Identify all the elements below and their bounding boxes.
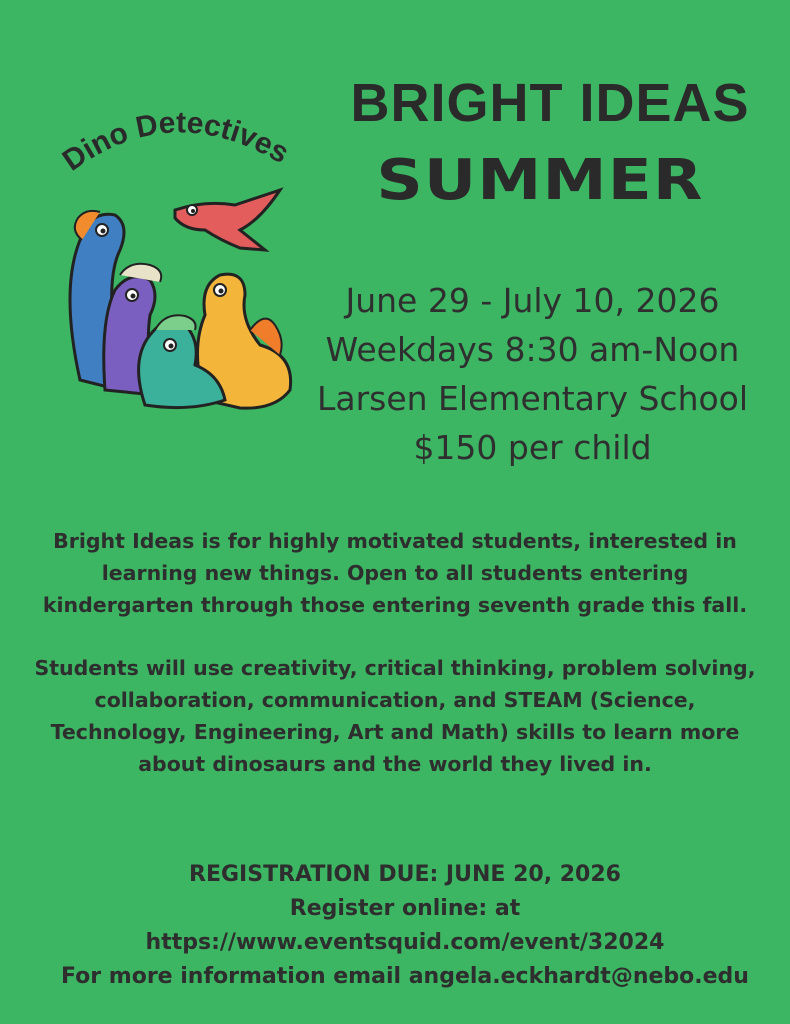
dinosaurs-illustration-icon — [70, 190, 291, 408]
register-label: Register online: at — [289, 896, 521, 921]
contact-email: For more information email angela.eckhardt@nebo.edu — [61, 964, 749, 989]
program-skills: Students will use creativity, critical thinking, problem solving, collaboration, communication, and STEAM (Science, Technology, Engineering, Art and Math) skills to learn more about dinosaurs and the world they lived in. — [34, 656, 756, 776]
registration-info — [50, 858, 760, 994]
event-location: Larsen Elementary School — [316, 379, 749, 418]
event-details — [300, 276, 765, 472]
registration-url: https://www.eventsquid.com/event/32024 — [145, 930, 665, 955]
title-bright-ideas: BRIGHT IDEAS — [350, 73, 750, 133]
event-price: $150 per child — [413, 428, 652, 467]
svg-text:Dino Detectives — [57, 106, 295, 177]
logo-arc-text: Dino Detectives — [56, 106, 295, 178]
registration-due: REGISTRATION DUE: JUNE 20, 2026 — [189, 862, 621, 887]
dino-detectives-logo — [20, 90, 320, 420]
program-description: Bright Ideas is for highly motivated students, interested in learning new things. Open to all students entering kindergarten through those entering seventh grade this fall. — [42, 529, 748, 617]
event-time: Weekdays 8:30 am-Noon — [325, 330, 740, 369]
event-dates: June 29 - July 10, 2026 — [345, 281, 720, 320]
title-summer: SUMMER — [376, 148, 704, 213]
